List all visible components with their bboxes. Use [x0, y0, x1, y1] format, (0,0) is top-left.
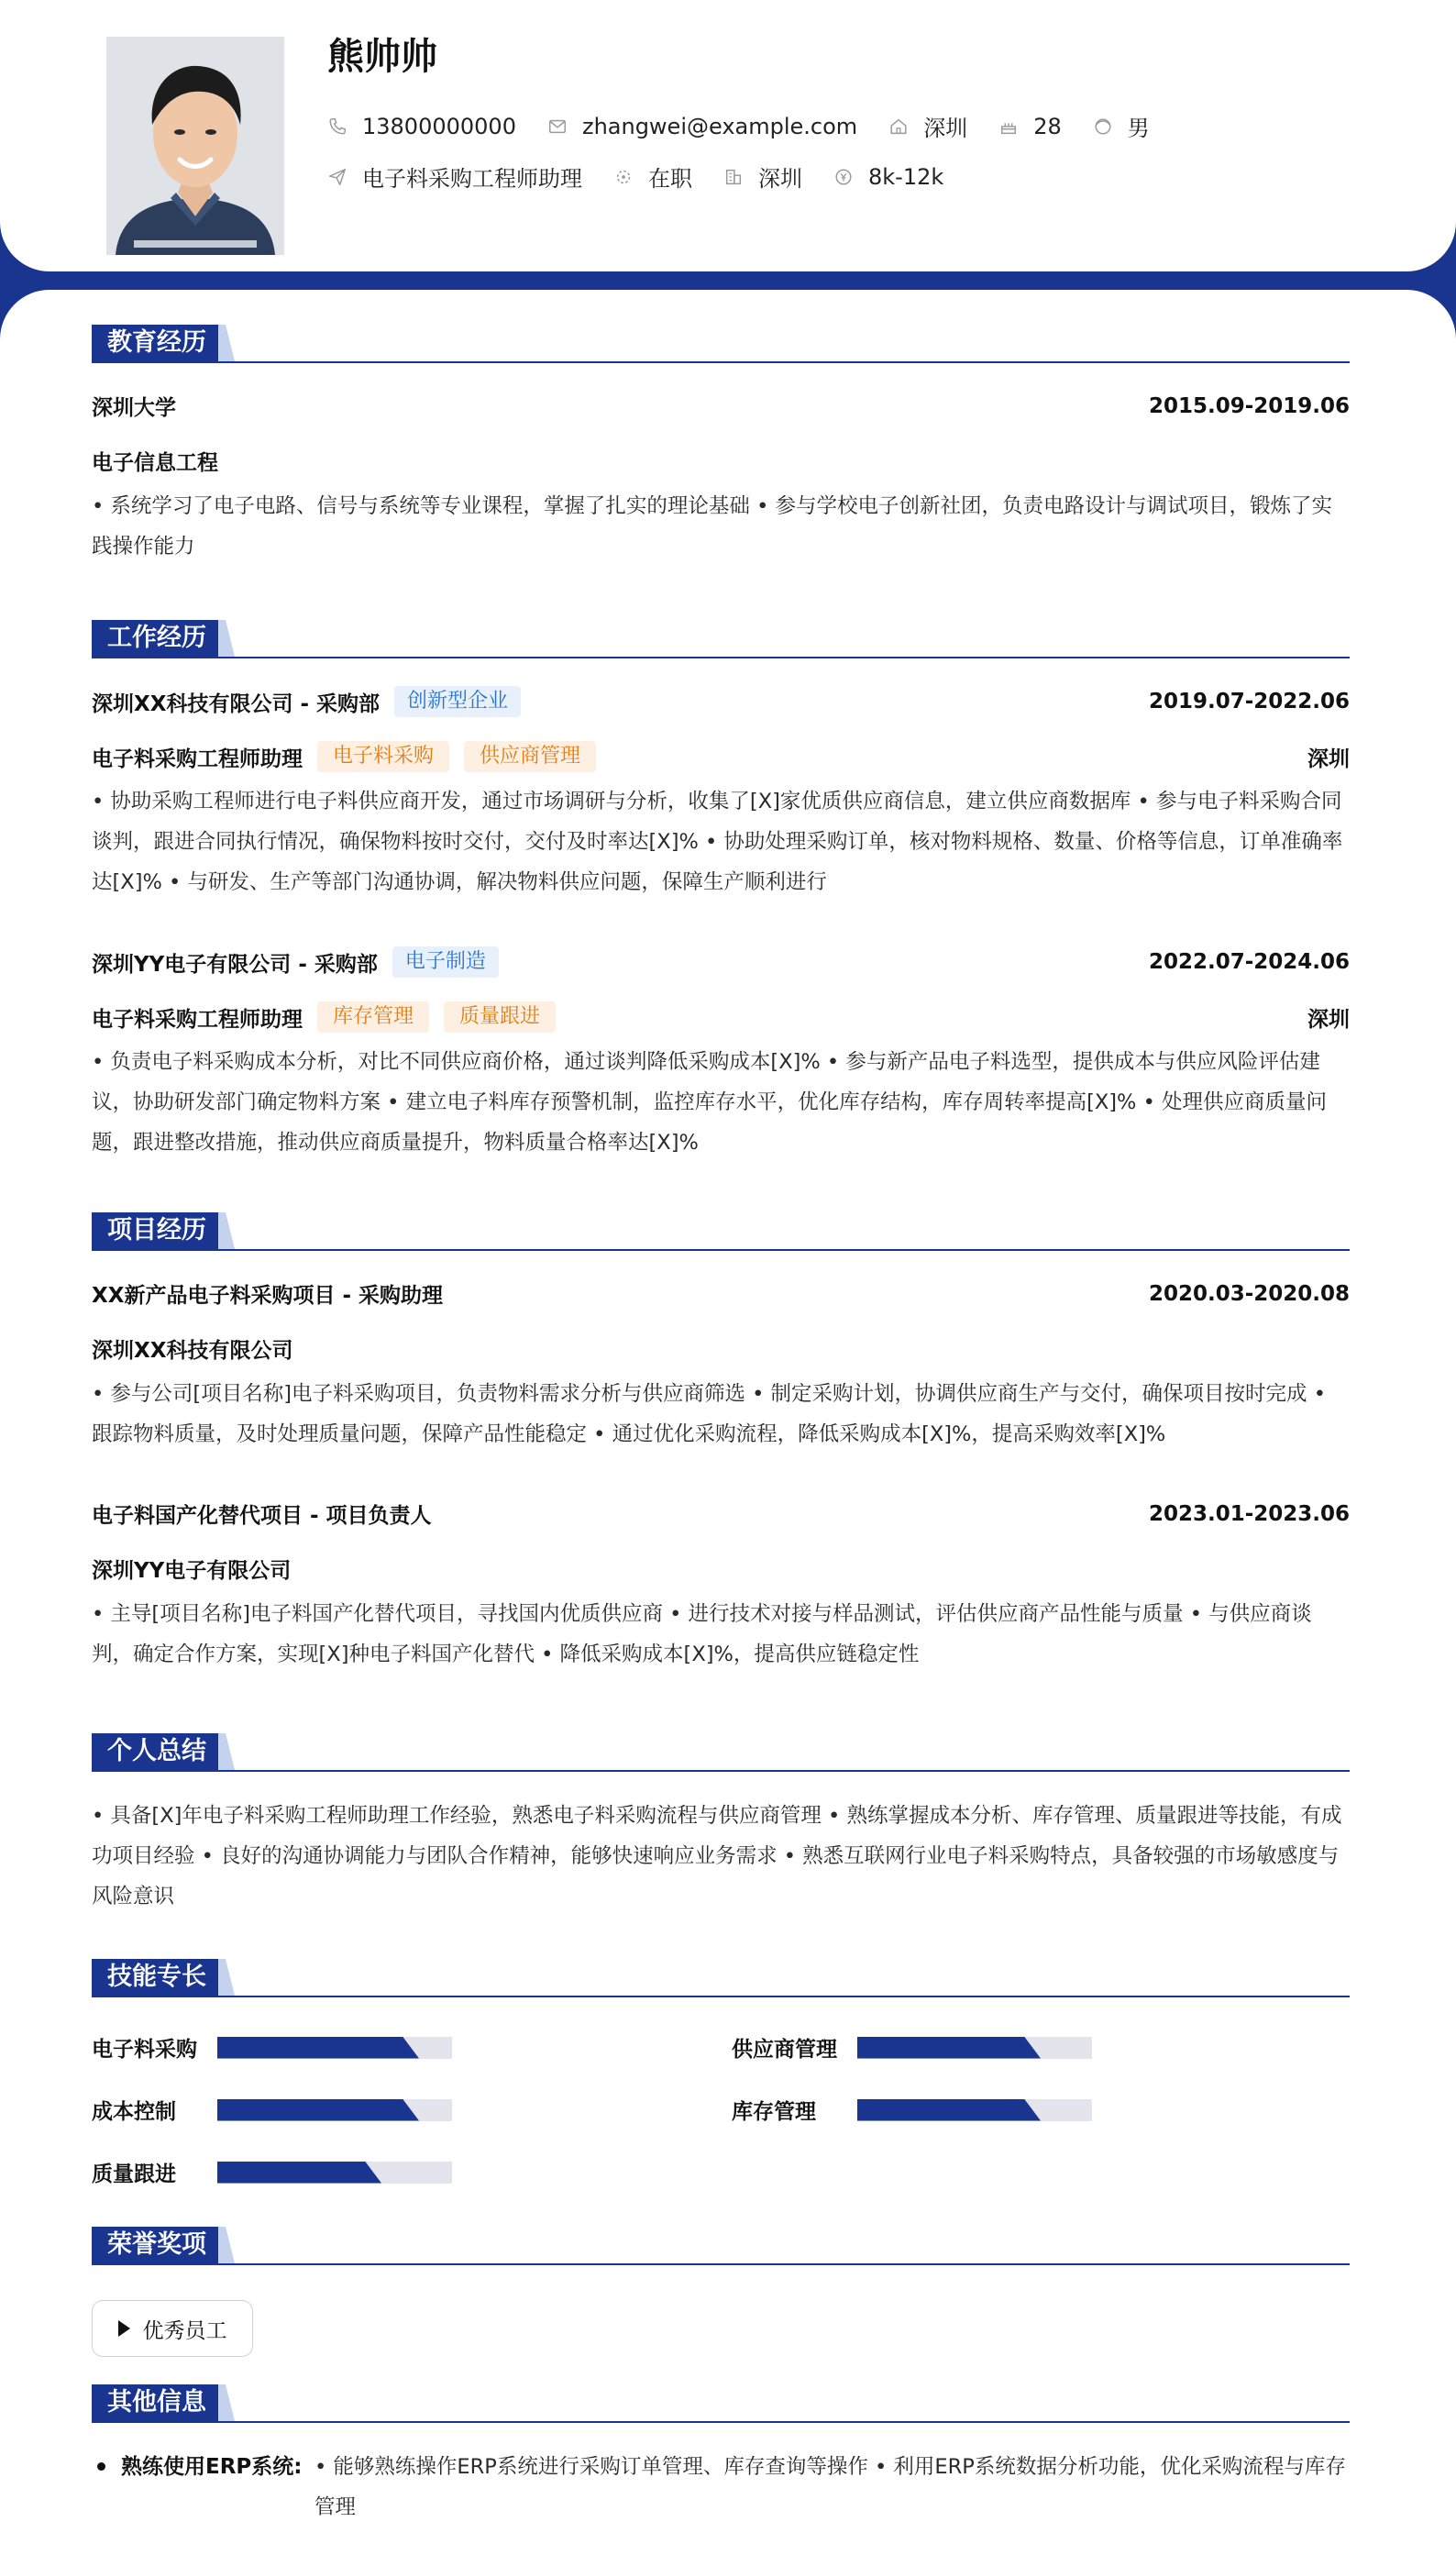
status-icon	[613, 167, 634, 187]
skill-level-fill	[217, 2037, 419, 2059]
skill-level-bar	[857, 2099, 1092, 2121]
status-info	[613, 160, 692, 193]
target-position-info	[327, 160, 582, 193]
project-description: • 参与公司[项目名称]电子料采购项目，负责物料需求分析与供应商筛选 • 制定采购计划，协调供应商生产与交付，确保项目按时完成 • 跟踪物料质量，及时处理质量问题，保障产品性能稳定 • 通过优化采购流程，降低采购成本[X]%，提高采购效率[X]%	[92, 1382, 1326, 1446]
company-tag: 创新型企业	[394, 686, 521, 717]
email-info	[547, 114, 857, 139]
skill-tag: 库存管理	[317, 1001, 429, 1033]
skill-level-fill	[857, 2099, 1041, 2121]
education-period: 2015.09-2019.06	[1148, 393, 1350, 418]
section-title-work: 工作经历	[92, 620, 222, 657]
send-icon	[327, 167, 347, 187]
skill-level-bar	[217, 2162, 452, 2184]
resume-body	[0, 290, 1456, 2555]
status-text: 在职	[648, 166, 692, 192]
work-entry-1-header	[92, 686, 1350, 717]
honors-section	[92, 2227, 1350, 2343]
section-title-summary: 个人总结	[92, 1733, 222, 1770]
work-period: 2019.07-2022.06	[1148, 690, 1350, 713]
skill-name: 供应商管理	[732, 2038, 837, 2062]
summary-section	[92, 1733, 1350, 1908]
salary-text: 8k-12k	[868, 163, 944, 190]
project-title: 电子料国产化替代项目 - 项目负责人	[92, 1504, 432, 1528]
other-info-label: 熟练使用ERP系统:	[121, 2455, 303, 2479]
section-title-honors: 荣誉奖项	[92, 2227, 222, 2263]
contact-info-row	[327, 110, 1181, 142]
project-period: 2023.01-2023.06	[1148, 1501, 1350, 1526]
skill-tag: 质量跟进	[444, 1001, 556, 1033]
skill-level-bar	[857, 2037, 1092, 2059]
play-triangle-icon	[118, 2320, 130, 2337]
skill-level-fill	[217, 2099, 419, 2121]
section-title-tail	[218, 325, 235, 361]
section-title-education: 教育经历	[92, 325, 222, 361]
section-header	[92, 1959, 1350, 1999]
skill-name: 成本控制	[92, 2100, 176, 2124]
work-entry-2-header	[92, 946, 1350, 978]
skill-item	[92, 2095, 452, 2125]
gender-info	[1093, 110, 1150, 142]
location-info	[888, 110, 967, 142]
work-entry-1-role	[92, 741, 1350, 772]
person-face-icon	[1093, 116, 1113, 137]
work-city: 深圳	[1307, 747, 1350, 771]
section-header	[92, 325, 1350, 365]
work-position: 电子料采购工程师助理	[92, 747, 303, 771]
phone-info	[327, 114, 516, 139]
school-name: 深圳大学	[92, 396, 176, 420]
skill-name: 质量跟进	[92, 2162, 176, 2186]
award-label: 优秀员工	[142, 2318, 227, 2343]
work-period: 2022.07-2024.06	[1148, 950, 1350, 974]
work-city: 深圳	[1307, 1007, 1350, 1032]
work-section	[92, 620, 1350, 1155]
section-header	[92, 1212, 1350, 1253]
project-period: 2020.03-2020.08	[1148, 1281, 1350, 1306]
section-divider	[92, 657, 1350, 658]
skill-level-bar	[217, 2099, 452, 2121]
project-entry-1-company	[92, 1333, 1350, 1364]
company-tag: 电子制造	[392, 946, 499, 978]
project-entry-1-header	[92, 1278, 1350, 1309]
candidate-name: 熊帅帅	[327, 36, 437, 78]
section-title-tail	[218, 1733, 235, 1770]
project-company: 深圳YY电子有限公司	[92, 1559, 292, 1583]
section-header	[92, 1733, 1350, 1774]
major-name: 电子信息工程	[92, 451, 218, 475]
skill-tag: 电子料采购	[317, 741, 449, 772]
projects-section	[92, 1212, 1350, 1666]
section-title-tail	[218, 1959, 235, 1996]
section-divider	[92, 361, 1350, 363]
section-title-projects: 项目经历	[92, 1212, 222, 1249]
bullet-dot-icon	[97, 2462, 105, 2471]
section-header	[92, 2384, 1350, 2425]
home-icon	[888, 116, 909, 137]
cake-icon	[998, 116, 1019, 137]
phone-text: 13800000000	[362, 113, 516, 139]
education-header-row	[92, 391, 1350, 421]
skill-item	[92, 2032, 452, 2063]
mail-icon	[547, 116, 568, 137]
avatar-portrait-image	[106, 37, 284, 255]
project-company: 深圳XX科技有限公司	[92, 1339, 293, 1363]
section-header	[92, 620, 1350, 660]
job-intention-row	[327, 160, 975, 193]
email-text: zhangwei@example.com	[581, 113, 858, 139]
skill-item	[732, 2032, 1092, 2063]
section-title-other: 其他信息	[92, 2384, 222, 2421]
summary-text: • 具备[X]年电子料采购工程师助理工作经验，熟悉电子料采购流程与供应商管理 • 熟练掌握成本分析、库存管理、质量跟进等技能，有成功项目经验 • 良好的沟通协调能力与团队合作精神，能够快速响应业务需求 • 熟悉互联网行业电子料采购特点，具备较强的市场敏感度与风险意识	[92, 1804, 1342, 1908]
section-title-tail	[218, 1212, 235, 1249]
project-description: • 主导[项目名称]电子料国产化替代项目，寻找国内优质供应商 • 进行技术对接与样品测试，评估供应商产品性能与质量 • 与供应商谈判，确定合作方案，实现[X]种电子料国产化替代 • 降低采购成本[X]%，提高供应链稳定性	[92, 1602, 1312, 1666]
work-position: 电子料采购工程师助理	[92, 1007, 303, 1032]
other-info-text: • 能够熟练操作ERP系统进行采购订单管理、库存查询等操作 • 利用ERP系统数据分析功能，优化采购流程与库存管理	[314, 2455, 1346, 2519]
skill-level-fill	[217, 2162, 381, 2184]
education-section	[92, 325, 1350, 559]
age-text: 28	[1033, 113, 1062, 139]
salary-info	[833, 164, 943, 190]
skill-item	[92, 2157, 452, 2187]
phone-icon	[327, 116, 347, 137]
other-info-section	[92, 2384, 1350, 2519]
target-city-text: 深圳	[758, 166, 802, 192]
award-item-button[interactable]	[92, 2300, 253, 2357]
project-entry-2-header	[92, 1499, 1350, 1529]
skill-name: 库存管理	[732, 2100, 816, 2124]
work-description: • 协助采购工程师进行电子料供应商开发，通过市场调研与分析，收集了[X]家优质供应商信息，建立供应商数据库 • 参与电子料采购合同谈判，跟进合同执行情况，确保物料按时交付，交付及时率达[X]% • 协助处理采购订单，核对物料规格、数量、价格等信息，订单准确率达[X]% • 与研发、生产等部门沟通协调，解决物料供应问题，保障生产顺利进行	[92, 790, 1343, 894]
work-entry-2-role	[92, 1001, 1350, 1033]
section-title-tail	[218, 2227, 235, 2263]
education-description: • 系统学习了电子电路、信号与系统等专业课程，掌握了扎实的理论基础 • 参与学校电子创新社团，负责电路设计与调试项目，锻炼了实践操作能力	[92, 494, 1333, 559]
skills-section	[92, 1959, 1350, 2186]
section-divider	[92, 1996, 1350, 1997]
gender-text: 男	[1127, 116, 1150, 141]
education-major-row	[92, 446, 1350, 476]
section-title-tail	[218, 2384, 235, 2421]
project-entry-2-company	[92, 1554, 1350, 1584]
target-position-text: 电子料采购工程师助理	[362, 166, 582, 192]
work-company: 深圳XX科技有限公司 - 采购部	[92, 691, 381, 716]
section-header	[92, 2227, 1350, 2267]
section-divider	[92, 2421, 1350, 2423]
project-title: XX新产品电子料采购项目 - 采购助理	[92, 1284, 444, 1308]
work-company: 深圳YY电子有限公司 - 采购部	[92, 952, 378, 977]
age-info	[998, 114, 1062, 139]
building-icon	[723, 167, 744, 187]
skill-tag: 供应商管理	[464, 741, 596, 772]
avatar	[106, 37, 284, 255]
skill-level-bar	[217, 2037, 452, 2059]
skill-item	[732, 2095, 1092, 2125]
section-title-skills: 技能专长	[92, 1959, 222, 1996]
section-divider	[92, 1770, 1350, 1772]
target-city-info	[723, 160, 802, 193]
location-text: 深圳	[923, 116, 968, 141]
money-icon	[833, 167, 854, 187]
profile-header	[0, 0, 1456, 271]
skill-level-fill	[857, 2037, 1041, 2059]
section-divider	[92, 1249, 1350, 1251]
section-divider	[92, 2263, 1350, 2265]
skill-name: 电子料采购	[92, 2038, 197, 2062]
section-title-tail	[218, 620, 235, 657]
work-description: • 负责电子料采购成本分析，对比不同供应商价格，通过谈判降低采购成本[X]% • 参与新产品电子料选型，提供成本与供应风险评估建议，协助研发部门确定物料方案 • 建立电子料库存预警机制，监控库存水平，优化库存结构，库存周转率提高[X]% • 处理供应商质量问题，跟进整改措施，推动供应商质量提升，物料质量合格率达[X]%	[92, 1050, 1328, 1155]
